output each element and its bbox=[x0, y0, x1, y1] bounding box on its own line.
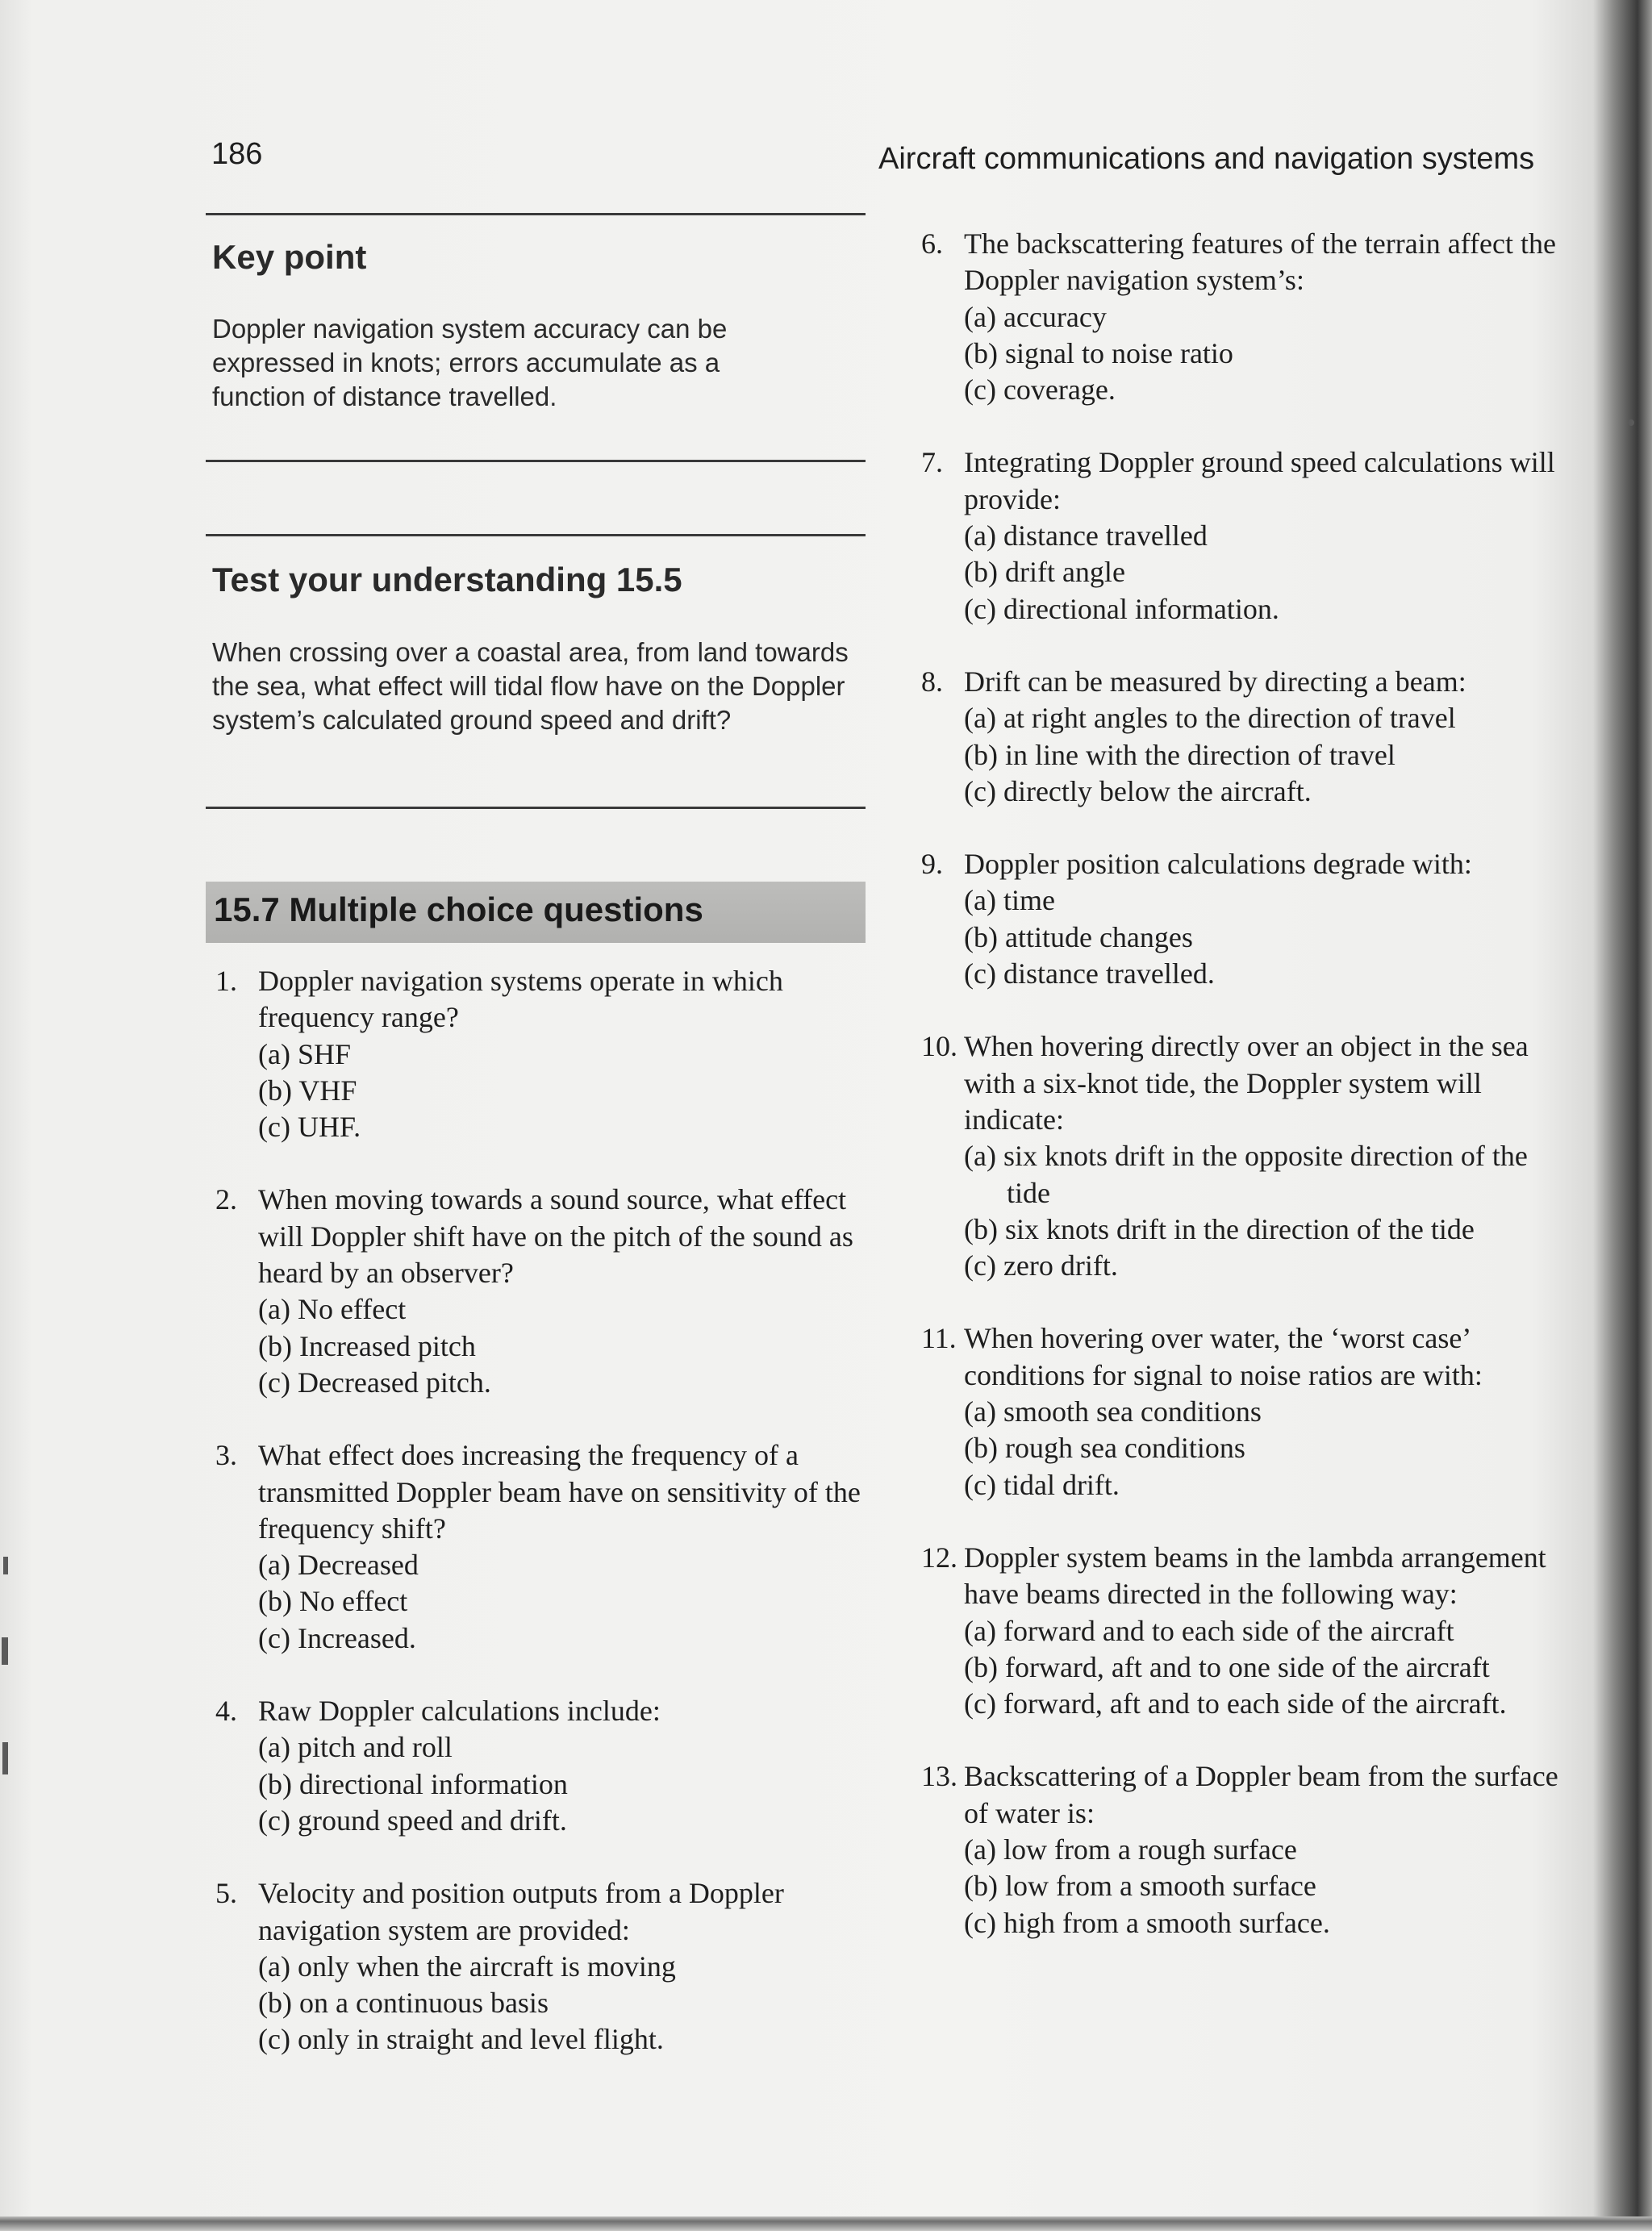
option-a: (a) forward and to each side of the aircraft bbox=[964, 1614, 1454, 1647]
question-11 bbox=[921, 1320, 1566, 1503]
option-c: (c) high from a smooth surface. bbox=[964, 1906, 1330, 1939]
question-text: Raw Doppler calculations include: bbox=[258, 1695, 661, 1728]
option-c: (c) zero drift. bbox=[964, 1249, 1118, 1282]
option-c: (c) Increased. bbox=[258, 1621, 416, 1654]
option-c: (c) only in straight and level flight. bbox=[258, 2023, 664, 2056]
option-b: (b) low from a smooth surface bbox=[964, 1870, 1316, 1903]
option-b: (b) forward, aft and to one side of the aircraft bbox=[964, 1650, 1490, 1683]
test-understanding-top-rule bbox=[206, 534, 866, 536]
option-c: (c) ground speed and drift. bbox=[258, 1804, 567, 1837]
option-c: (c) tidal drift. bbox=[964, 1468, 1120, 1501]
question-6 bbox=[921, 226, 1566, 408]
page-bottom-edge bbox=[0, 2216, 1652, 2231]
question-text: What effect does increasing the frequency of a transmitted Doppler beam have on sensitivity of the frequency shift? bbox=[258, 1439, 861, 1545]
option-b: (b) six knots drift in the direction of the tide bbox=[964, 1212, 1475, 1245]
test-understanding-title: Test your understanding 15.5 bbox=[212, 561, 682, 598]
question-13 bbox=[921, 1758, 1566, 1941]
option-b: (b) attitude changes bbox=[964, 920, 1193, 953]
option-b: (b) on a continuous basis bbox=[258, 1987, 549, 2020]
option-c: (c) coverage. bbox=[964, 373, 1116, 407]
option-a: (a) Decreased bbox=[258, 1549, 419, 1582]
option-a: (a) time bbox=[964, 884, 1055, 917]
question-10 bbox=[921, 1028, 1566, 1284]
key-point-top-rule bbox=[206, 213, 866, 215]
question-number: 2. bbox=[215, 1183, 237, 1216]
question-2 bbox=[215, 1182, 861, 1401]
question-text: When hovering over water, the ‘worst case’ conditions for signal to noise ratios are with: bbox=[964, 1322, 1483, 1391]
binding-mark bbox=[1628, 419, 1634, 426]
key-point-title: Key point bbox=[212, 238, 367, 276]
question-text: Doppler position calculations degrade with: bbox=[964, 848, 1472, 881]
question-text: Backscattering of a Doppler beam from the surface of water is: bbox=[964, 1760, 1558, 1829]
question-number: 1. bbox=[215, 965, 237, 997]
question-text: Doppler navigation systems operate in which frequency range? bbox=[258, 965, 783, 1034]
option-b: (b) rough sea conditions bbox=[964, 1432, 1245, 1465]
option-c: (c) Decreased pitch. bbox=[258, 1366, 491, 1399]
option-a: (a) No effect bbox=[258, 1293, 407, 1326]
page-number: 186 bbox=[211, 137, 263, 171]
question-number: 8. bbox=[921, 665, 943, 698]
running-head: Aircraft communications and navigation systems bbox=[878, 142, 1535, 176]
question-number: 6. bbox=[921, 227, 943, 260]
option-b: (b) signal to noise ratio bbox=[964, 336, 1233, 369]
question-text: The backscattering features of the terrain affect the Doppler navigation system’s: bbox=[964, 227, 1556, 297]
question-number: 3. bbox=[215, 1439, 237, 1472]
question-number: 10. bbox=[921, 1030, 957, 1063]
option-c: (c) UHF. bbox=[258, 1111, 361, 1144]
option-b: (b) Increased pitch bbox=[258, 1329, 476, 1362]
option-a: (a) accuracy bbox=[964, 300, 1107, 333]
question-3 bbox=[215, 1437, 861, 1657]
question-list-right bbox=[921, 226, 1566, 1978]
option-a: (a) distance travelled bbox=[964, 519, 1208, 553]
question-number: 13. bbox=[921, 1760, 957, 1793]
question-list-left bbox=[215, 963, 861, 2095]
binding-mark bbox=[3, 1557, 8, 1574]
question-7 bbox=[921, 444, 1566, 627]
question-number: 12. bbox=[921, 1541, 957, 1574]
option-b: (b) in line with the direction of travel bbox=[964, 738, 1395, 771]
question-text: Velocity and position outputs from a Doppler navigation system are provided: bbox=[258, 1877, 784, 1946]
test-understanding-text: When crossing over a coastal area, from land towards the sea, what effect will tidal flow have on the Doppler system’s calculated ground speed and drift? bbox=[212, 637, 849, 735]
option-a: (a) at right angles to the direction of travel bbox=[964, 702, 1456, 735]
option-a: (a) six knots drift in the opposite direction of the tide bbox=[964, 1140, 1528, 1209]
question-text: When hovering directly over an object in the sea with a six-knot tide, the Doppler system will indicate: bbox=[964, 1030, 1529, 1136]
option-a: (a) only when the aircraft is moving bbox=[258, 1950, 676, 1983]
option-b: (b) VHF bbox=[258, 1074, 357, 1107]
option-b: (b) No effect bbox=[258, 1585, 408, 1618]
question-number: 11. bbox=[921, 1322, 957, 1355]
question-number: 9. bbox=[921, 848, 943, 881]
question-text: Drift can be measured by directing a beam: bbox=[964, 665, 1466, 698]
key-point-text: Doppler navigation system accuracy can be expressed in knots; errors accumulate as a function of distance travelled. bbox=[212, 314, 728, 411]
option-a: (a) pitch and roll bbox=[258, 1731, 453, 1764]
question-number: 4. bbox=[215, 1695, 237, 1728]
option-c: (c) distance travelled. bbox=[964, 957, 1215, 990]
question-12 bbox=[921, 1540, 1566, 1722]
option-c: (c) directly below the aircraft. bbox=[964, 774, 1312, 807]
option-a: (a) low from a rough surface bbox=[964, 1833, 1297, 1866]
option-b: (b) drift angle bbox=[964, 556, 1125, 589]
key-point-bottom-rule bbox=[206, 460, 866, 462]
question-text: Integrating Doppler ground speed calculations will provide: bbox=[964, 446, 1555, 515]
question-text: Doppler system beams in the lambda arrangement have beams directed in the following way: bbox=[964, 1541, 1546, 1611]
question-number: 7. bbox=[921, 446, 943, 479]
option-c: (c) forward, aft and to each side of the aircraft. bbox=[964, 1687, 1507, 1720]
section-title: 15.7 Multiple choice questions bbox=[214, 890, 703, 928]
question-number: 5. bbox=[215, 1877, 237, 1910]
option-c: (c) directional information. bbox=[964, 592, 1279, 625]
option-a: (a) smooth sea conditions bbox=[964, 1395, 1262, 1428]
question-9 bbox=[921, 846, 1566, 992]
binding-mark bbox=[2, 1742, 8, 1774]
binding-mark bbox=[2, 1637, 8, 1665]
question-8 bbox=[921, 664, 1566, 810]
test-understanding-bottom-rule bbox=[206, 807, 866, 809]
question-text: When moving towards a sound source, what effect will Doppler shift have on the pitch of the sound as heard by an observer? bbox=[258, 1183, 853, 1290]
question-4 bbox=[215, 1693, 861, 1839]
question-5 bbox=[215, 1875, 861, 2058]
question-1 bbox=[215, 963, 861, 1145]
option-b: (b) directional information bbox=[258, 1767, 568, 1800]
option-a: (a) SHF bbox=[258, 1037, 351, 1070]
